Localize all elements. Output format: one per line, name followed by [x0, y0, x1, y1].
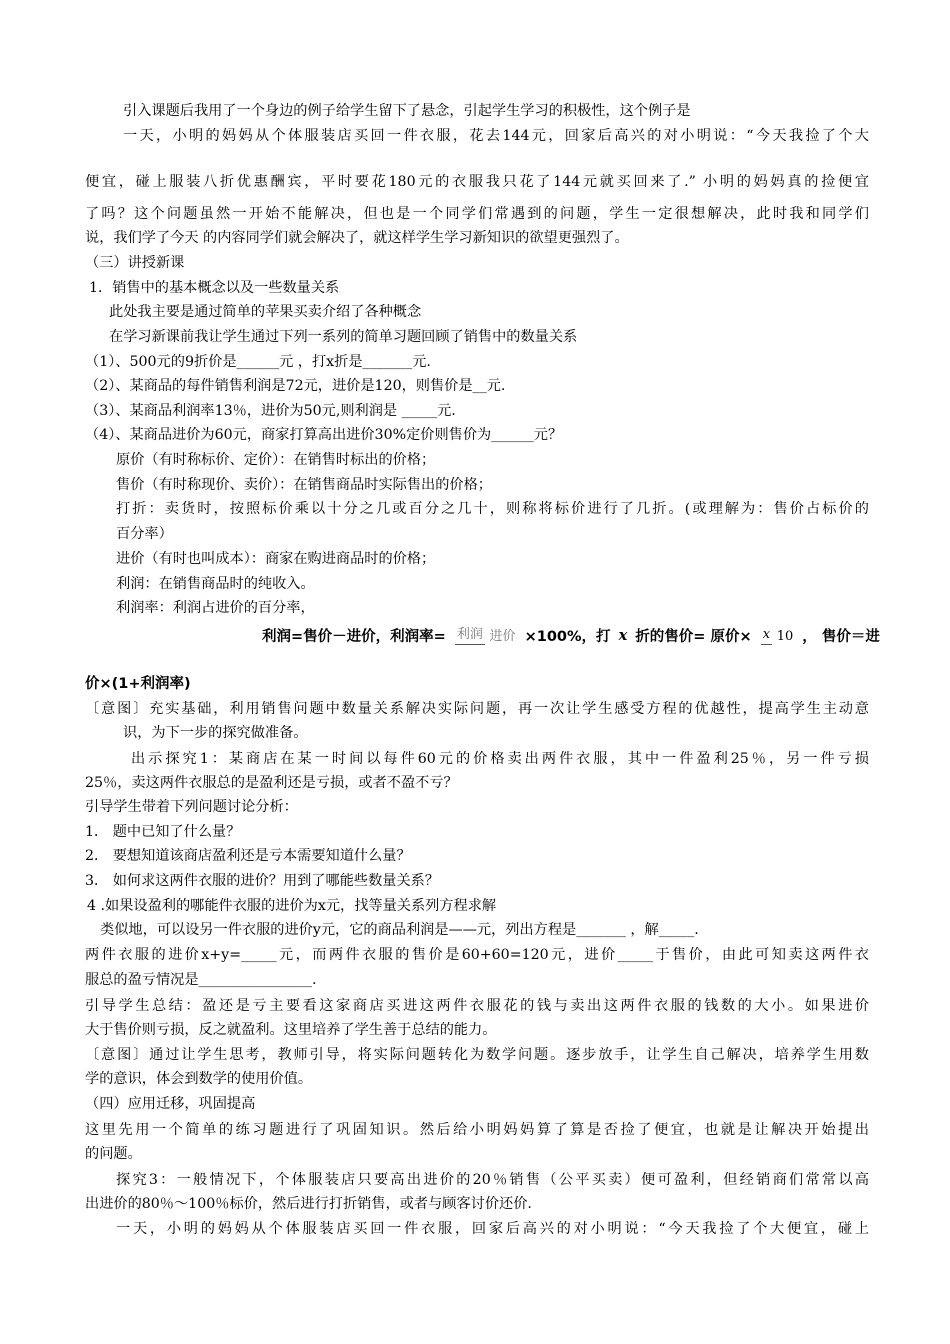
text-line: 服总的盈亏情况是________________.: [85, 972, 317, 988]
formula-text: ， 售价＝进: [802, 629, 880, 645]
formula-line: [262, 625, 880, 669]
text-line: 大于售价则亏损，反之就盈利。这里培养了学生善于总结的能力。: [85, 1022, 497, 1038]
text-line: 了吗？这个问题虽然一开始不能解决，但也是一个同学们常遇到的问题，学生一定很想解决，此时我和同学们: [85, 206, 869, 222]
text-line: 一天，小明的妈妈从个体服装店买回一件衣服，回家后高兴的对小明说：“今天我捡了个大便宜，碰上: [116, 1221, 869, 1237]
text-line: 引入课题后我用了一个身边的例子给学生留下了悬念，引起学生学习的积极性，这个例子是: [123, 103, 691, 119]
fraction-numerator: x: [761, 626, 772, 645]
subsection-heading: 1．销售中的基本概念以及一些数量关系: [89, 280, 340, 296]
text-line: 便宜，碰上服装八折优惠酬宾，平时要花180元的衣服我只花了144元就买回来了.” 小明的妈妈真的捡便宜: [85, 174, 869, 190]
formula-text: 利润=售价－进价，利润率=: [262, 629, 446, 645]
intent-line: 识，为下一步的探究做准备。: [123, 725, 308, 741]
definition-line: 原价（有时称标价、定价）：在销售时标出的价格；: [116, 452, 436, 468]
definition-line: 百分率）: [116, 526, 173, 542]
text-line: 出进价的80％～100％标价，然后进行打折销售，或者与顾客讨价还价.: [85, 1196, 532, 1212]
text-line: 两件衣服的进价x+y=_____元，而两件衣服的售价是60+60=120元，进价_____于售价，由此可知卖这两件衣: [85, 947, 869, 963]
intent-line: 〔意图〕通过让学生思考，教师引导，将实际问题转化为数学问题。逐步放手，让学生自己解决，培养学生用数: [85, 1047, 869, 1063]
text-line: 引导学生带着下列问题讨论分析：: [85, 799, 298, 815]
text-line: 引导学生总结：盈还是亏主要看这家商店买进这两件衣服花的钱与卖出这两件衣服的钱数的大小。如果进价: [85, 998, 869, 1014]
exercise-item: （2）、某商品的每件销售利润是72元，进价是120，则售价是__元.: [85, 378, 506, 394]
definition-line: 利润率：利润占进价的百分率，: [116, 600, 315, 616]
question-item: 3． 如何求这两件衣服的进价？用到了哪能些数量关系？: [85, 873, 440, 889]
question-item: 2． 要想知道该商店盈利还是亏本需要知道什么量？: [85, 848, 411, 864]
definition-line: 售价（有时称现价、卖价）：在销售商品时实际售出的价格；: [116, 477, 492, 493]
question-item: 1． 题中已知了什么量？: [85, 824, 241, 840]
intent-line: 〔意图〕充实基础，利用销售问题中数量关系解决实际问题，再一次让学生感受方程的优越性，提高学生主动意: [85, 701, 869, 717]
intent-line: 学的意识，体会到数学的使用价值。: [85, 1071, 313, 1087]
text-line: 25％，卖这两件衣服总的是盈利还是亏损，或者不盈不亏？: [85, 775, 458, 791]
text-line: 一天，小明的妈妈从个体服装店买回一件衣服，花去144元，回家后高兴的对小明说：“今天我捡了个大: [123, 128, 869, 144]
exercise-item: （1）、500元的9折价是______元 ，打x折是_______元.: [85, 354, 431, 370]
fraction-numerator: 利润: [455, 626, 485, 645]
text-line: 的问题。: [85, 1146, 142, 1162]
fraction-profit-rate: [455, 626, 516, 645]
fraction-denominator: 10: [776, 628, 794, 644]
section-heading: （三）讲授新课: [85, 255, 185, 271]
formula-text: 折的售价= 原价×: [635, 629, 752, 645]
definition-line: 打折：卖货时，按照标价乘以十分之几或百分之几十，则称将标价进行了几折。(或理解为：售价占标价的: [116, 501, 869, 517]
text-line: 此处我主要是通过简单的苹果买卖介绍了各种概念: [109, 304, 422, 320]
text-line: 说，我们学了今天 的内容同学们就会解决了，就这样学生学习新知识的欲望更强烈了。: [85, 230, 629, 246]
section-heading: （四）应用迁移，巩固提高: [85, 1096, 256, 1112]
text-line: 探究3：一般情况下，个体服装店只要高出进价的20％销售（公平买卖）便可盈利，但经销商们常常以高: [116, 1172, 869, 1188]
formula-variable: x: [618, 627, 628, 644]
text-line: 类似地，可以设另一件衣服的进价y元，它的商品利润是——元，列出方程是_______ ，解_____.: [100, 922, 699, 938]
formula-continuation: 价×(1+利润率): [85, 676, 191, 692]
text-line: 在学习新课前我让学生通过下列一系列的简单习题回顾了销售中的数量关系: [109, 329, 578, 345]
exercise-item: （3）、某商品利润率13％，进价为50元,则利润是 _____元.: [85, 403, 456, 419]
fraction-denominator: 进价: [489, 628, 516, 644]
text-line: 出示探究1：某商店在某一时间以每件60元的价格卖出两件衣服，其中一件盈利25％，另一件亏损: [131, 751, 869, 767]
fraction-discount: [761, 626, 794, 645]
text-line: 这里先用一个简单的练习题进行了巩固知识。然后给小明妈妈算了算是否捡了便宜，也就是让解决开始提出: [85, 1122, 869, 1138]
exercise-item: （4）、某商品进价为60元，商家打算高出进价30%定价则售价为______元？: [85, 427, 563, 443]
question-item: 4 .如果设盈利的哪能件衣服的进价为x元，找等量关系列方程求解: [87, 898, 497, 914]
formula-text: ×100%，打: [524, 629, 611, 645]
definition-line: 进价（有时也叫成本）：商家在购进商品时的价格；: [116, 551, 436, 567]
definition-line: 利润：在销售商品时的纯收入。: [116, 576, 315, 592]
